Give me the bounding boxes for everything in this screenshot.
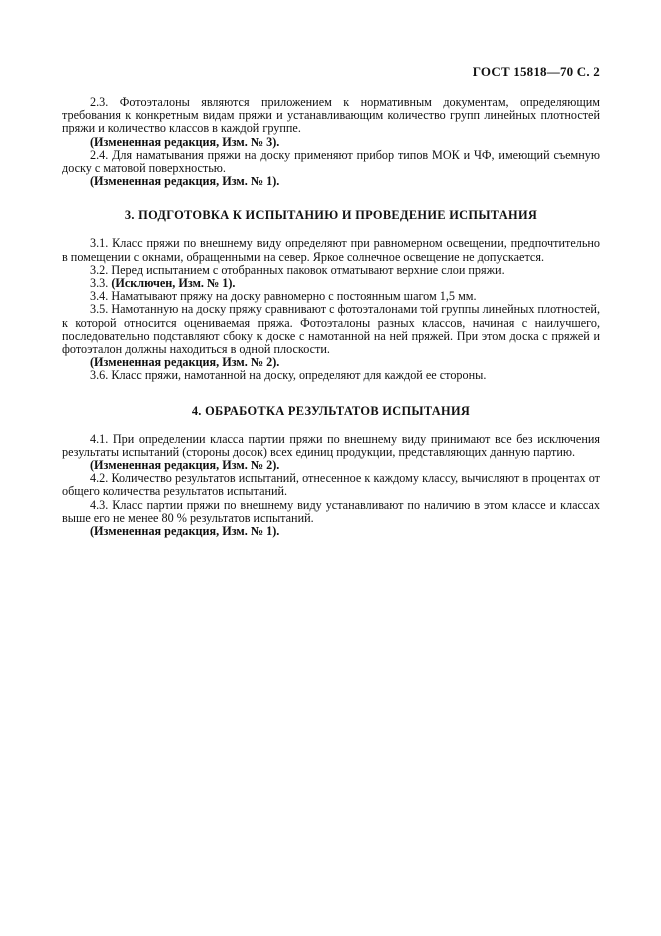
paragraph-2-3: 2.3. Фотоэталоны являются приложением к нормативным документам, определяющим требования к конкретным видам пряжи и устанавливающим количество групп линейных плотностей пряжи и количество классов в каждой группе. <box>62 95 600 136</box>
section-4-heading: 4. ОБРАБОТКА РЕЗУЛЬТАТОВ ИСПЫТАНИЯ <box>191 403 471 418</box>
paragraph-4-1: 4.1. При определении класса партии пряжи по внешнему виду принимают все без исключения результаты испытаний (стороны досок) всех единиц продукции, представляющих данную партию. <box>62 431 600 459</box>
revision-note-4-3: (Измененная редакция, Изм. № 1). <box>90 524 280 539</box>
paragraph-3-6: 3.6. Класс пряжи, намотанной на доску, определяют для каждой ее стороны. <box>90 368 487 383</box>
document-body <box>62 96 600 538</box>
paragraph-3-2: 3.2. Перед испытанием с отобранных паковок отматывают верхние слои пряжи. <box>90 262 505 277</box>
paragraph-2-4: 2.4. Для наматывания пряжи на доску применяют прибор типов МОК и ЧФ, имеющий съемную доску с матовой поверхностью. <box>62 147 600 176</box>
revision-note-2-4: (Измененная редакция, Изм. № 1). <box>90 174 280 189</box>
revision-note-4-1: (Измененная редакция, Изм. № 2). <box>90 458 280 473</box>
paragraph-3-1: 3.1. Класс пряжи по внешнему виду определяют при равномерном освещении, предпочтительно в помещении с окнами, обращенными на север. Яркое солнечное освещение не допускается. <box>62 236 600 264</box>
paragraph-3-3-number: 3.3. <box>90 276 112 291</box>
page-header: ГОСТ 15818—70 С. 2 <box>472 64 600 79</box>
revision-note-2-3: (Измененная редакция, Изм. № 3). <box>90 134 280 149</box>
paragraph-4-3: 4.3. Класс партии пряжи по внешнему виду устанавливают по наличию в этом классе и классах выше его не менее 80 % результатов испытаний. <box>62 497 600 525</box>
paragraph-3-5: 3.5. Намотанную на доску пряжу сравнивают с фотоэталонами той группы линейных плотностей, к которой относится оцениваемая пряжа. Фотоэталоны разных классов, начиная с наилучшего, последовательно подставляют сбоку к доске с намотанной на ней пряжей. При этом доска с пряжей и фотоэталон должны находиться в одной плоскости. <box>62 302 600 357</box>
paragraph-4-2: 4.2. Количество результатов испытаний, отнесенное к каждому классу, вычисляют в процентах от общего количества результатов испытаний. <box>62 471 600 499</box>
section-3-heading: 3. ПОДГОТОВКА К ИСПЫТАНИЮ И ПРОВЕДЕНИЕ ИСПЫТАНИЯ <box>124 208 538 223</box>
revision-note-3-5: (Измененная редакция, Изм. № 2). <box>90 355 280 370</box>
paragraph-3-4: 3.4. Наматывают пряжу на доску равномерно с постоянным шагом 1,5 мм. <box>90 289 477 304</box>
paragraph-3-3-excluded-note: (Исключен, Изм. № 1). <box>111 276 236 291</box>
